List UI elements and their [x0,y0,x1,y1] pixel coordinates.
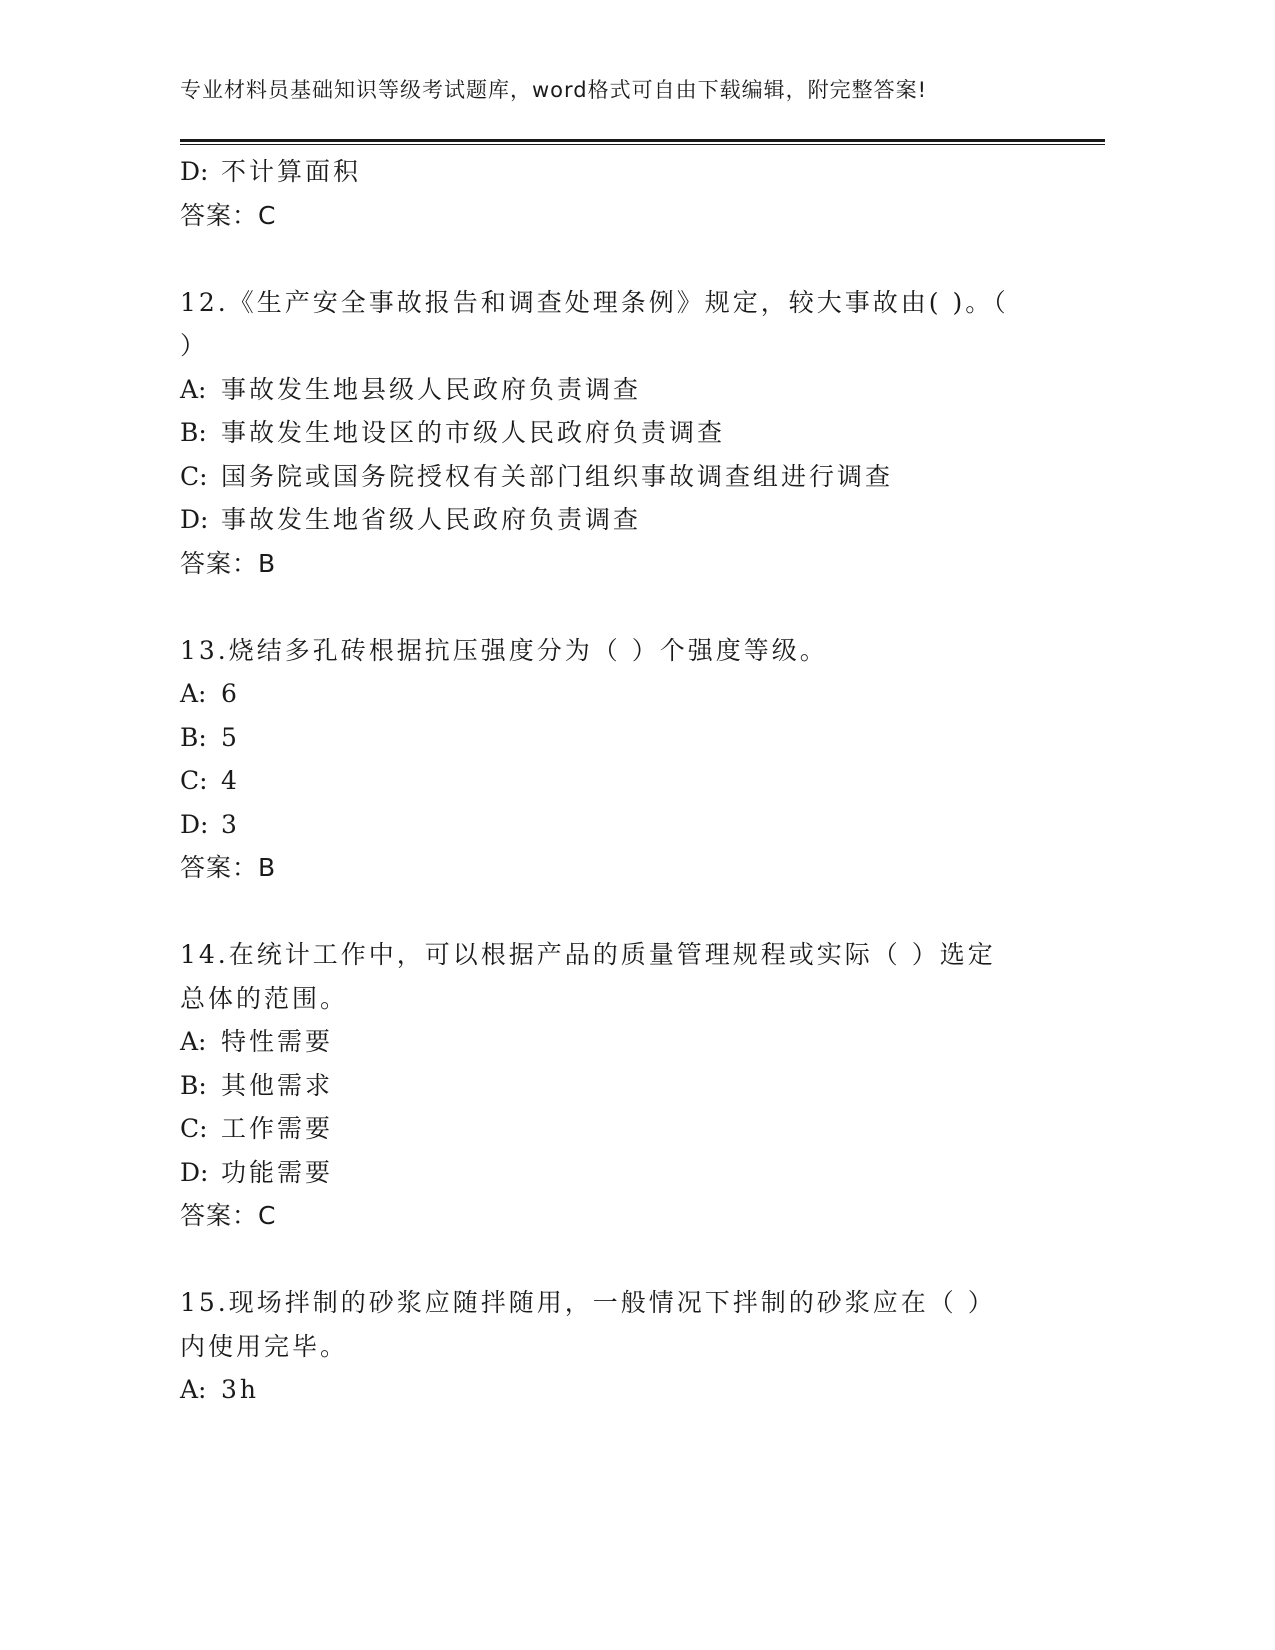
option-a [180,1368,1020,1412]
option-text: 工作需要 [221,1114,334,1143]
option-key: C: [180,766,208,795]
option-d [180,150,1020,194]
header-divider-thick [180,139,1105,142]
option-c [180,759,1020,803]
option-key: B: [180,1070,207,1100]
option-b [180,1064,1020,1108]
answer-line: 答案：B [180,548,277,578]
spacer [180,890,1020,934]
question-text: 14.在统计工作中，可以根据产品的质量管理规程或实际（ ）选定总体的范围。 [180,940,996,1013]
question-text: 13.烧结多孔砖根据抗压强度分为（ ）个强度等级。 [180,635,828,665]
option-key: D: [180,1157,209,1187]
option-key: B: [180,722,207,752]
option-text: 国务院或国务院授权有关部门组织事故调查组进行调查 [221,461,894,491]
option-b [180,716,1020,760]
option-key: A: [180,1375,207,1404]
answer-line: 答案：C [180,200,277,230]
option-key: C: [180,1114,208,1143]
option-d [180,1151,1020,1195]
option-key: D: [180,809,209,839]
option-a [180,672,1020,716]
option-key: A: [180,374,207,404]
option-text: 功能需要 [221,1157,334,1187]
question-15 [180,1281,1020,1412]
spacer [180,1238,1020,1282]
option-key: D: [180,505,209,534]
option-key: A: [180,1027,207,1056]
option-b [180,411,1020,455]
option-key: D: [180,157,209,186]
question-13 [180,629,1020,890]
question-text: 12.《生产安全事故报告和调查处理条例》规定，较大事故由( )。（ ） [180,287,1009,360]
spacer [180,585,1020,629]
option-text: 事故发生地县级人民政府负责调查 [221,374,642,404]
option-text: 5 [221,722,240,752]
option-text: 事故发生地设区的市级人民政府负责调查 [221,418,726,447]
option-a [180,368,1020,412]
option-key: C: [180,461,208,491]
answer-line: 答案：B [180,853,277,882]
spacer [180,237,1020,281]
option-text: 3 [221,809,240,839]
option-key: A: [180,679,207,708]
option-c [180,1107,1020,1151]
option-key: B: [180,418,207,447]
option-text: 特性需要 [221,1027,334,1056]
option-text: 其他需求 [221,1070,334,1100]
option-text: 4 [221,766,240,795]
option-d [180,498,1020,542]
question-text: 15.现场拌制的砂浆应随拌随用，一般情况下拌制的砂浆应在（ ）内使用完毕。 [180,1288,996,1361]
question-list [180,150,1020,1412]
option-text: 3h [221,1375,260,1404]
page-header-title: 专业材料员基础知识等级考试题库，word格式可自由下载编辑，附完整答案! [180,78,928,102]
option-text: 不计算面积 [221,157,362,186]
option-d [180,803,1020,847]
question-12 [180,281,1020,586]
question-14 [180,933,1020,1238]
option-text: 6 [221,679,240,708]
header-divider-thin [180,144,1105,145]
option-text: 事故发生地省级人民政府负责调查 [221,505,642,534]
answer-line: 答案：C [180,1201,277,1230]
option-c [180,455,1020,499]
option-a [180,1020,1020,1064]
